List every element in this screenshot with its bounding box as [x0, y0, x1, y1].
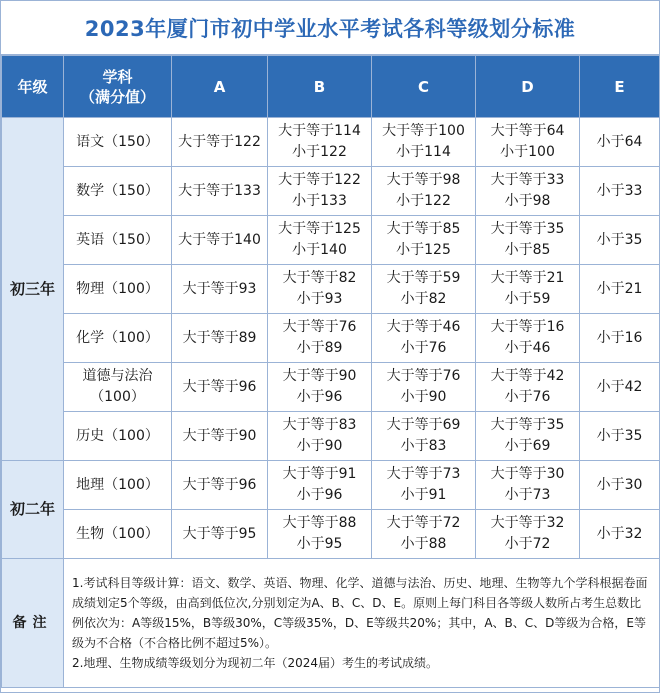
note-line-1: 1.考试科目等级计算：语文、数学、英语、物理、化学、道德与法治、历史、地理、生物等九个学科根据卷面成绩划定5个等级，由高到低位次,分别划定为A、B、C、D、E。原则上每门科目各等级人数所占考生总数比例依次为：A等级15%，B等级30%，C等级35%，D、E等级共20%；其中，A、B、C、D等级为合格，E等级为不合格（不合格比例不超过5%）。 [72, 576, 648, 650]
subject-cell: 英语（150） [64, 216, 172, 265]
level-b-lower: 大于等于91 [282, 466, 357, 482]
level-c-cell [372, 461, 476, 510]
level-d-upper: 小于69 [504, 438, 551, 454]
level-b-cell [268, 167, 372, 216]
notes-row [2, 559, 660, 688]
level-e-cell: 小于21 [580, 265, 660, 314]
header-level-e: E [580, 56, 660, 118]
level-b-upper: 小于93 [296, 291, 343, 307]
level-d-upper: 小于76 [504, 389, 551, 405]
level-c-lower: 大于等于69 [386, 417, 461, 433]
header-subject [64, 56, 172, 118]
level-c-lower: 大于等于76 [386, 368, 461, 384]
level-d-lower: 大于等于35 [490, 221, 565, 237]
level-c-lower: 大于等于72 [386, 515, 461, 531]
level-c-upper: 小于82 [400, 291, 447, 307]
note-line-2: 2.地理、生物成绩等级划分为现初二年（2024届）考生的考试成绩。 [72, 656, 438, 670]
level-e-cell: 小于30 [580, 461, 660, 510]
subject-cell: 地理（100） [64, 461, 172, 510]
level-d-lower: 大于等于32 [490, 515, 565, 531]
level-b-upper: 小于122 [292, 144, 347, 160]
level-d-lower: 大于等于64 [490, 123, 565, 139]
subject-cell: 历史（100） [64, 412, 172, 461]
level-c-upper: 小于88 [400, 536, 447, 552]
level-c-cell [372, 412, 476, 461]
header-level-d: D [476, 56, 580, 118]
level-d-lower: 大于等于21 [490, 270, 565, 286]
level-e-cell: 小于64 [580, 118, 660, 167]
level-d-upper: 小于72 [504, 536, 551, 552]
level-d-lower: 大于等于30 [490, 466, 565, 482]
subject-cell: 生物（100） [64, 510, 172, 559]
level-c-lower: 大于等于73 [386, 466, 461, 482]
level-b-cell [268, 314, 372, 363]
level-b-cell [268, 363, 372, 412]
level-b-lower: 大于等于125 [278, 221, 361, 237]
level-c-cell [372, 118, 476, 167]
level-d-lower: 大于等于16 [490, 319, 565, 335]
table-row [2, 314, 660, 363]
header-row [2, 56, 660, 118]
table-row [2, 510, 660, 559]
grade-standards-table [1, 55, 660, 688]
table-row [2, 167, 660, 216]
level-a-cell: 大于等于96 [172, 363, 268, 412]
level-e-cell: 小于35 [580, 216, 660, 265]
level-b-upper: 小于96 [296, 487, 343, 503]
header-level-b: B [268, 56, 372, 118]
level-b-lower: 大于等于122 [278, 172, 361, 188]
level-d-cell [476, 167, 580, 216]
level-d-upper: 小于59 [504, 291, 551, 307]
level-b-lower: 大于等于88 [282, 515, 357, 531]
level-b-upper: 小于90 [296, 438, 343, 454]
table-row [2, 412, 660, 461]
level-b-cell [268, 510, 372, 559]
subject-name: 道德与法治 [82, 368, 153, 384]
level-d-cell [476, 412, 580, 461]
level-e-cell: 小于32 [580, 510, 660, 559]
level-c-cell [372, 216, 476, 265]
level-c-upper: 小于91 [400, 487, 447, 503]
grade-group-label: 初二年 [2, 461, 64, 559]
level-c-upper: 小于83 [400, 438, 447, 454]
level-b-cell [268, 118, 372, 167]
level-b-lower: 大于等于83 [282, 417, 357, 433]
table-row [2, 118, 660, 167]
level-a-cell: 大于等于96 [172, 461, 268, 510]
level-c-upper: 小于76 [400, 340, 447, 356]
level-a-cell: 大于等于90 [172, 412, 268, 461]
level-d-cell [476, 265, 580, 314]
header-subject-line2: （满分值） [79, 87, 155, 106]
subject-cell [64, 363, 172, 412]
level-c-cell [372, 265, 476, 314]
notes-label: 备注 [2, 559, 64, 688]
table-row [2, 363, 660, 412]
level-b-upper: 小于89 [296, 340, 343, 356]
level-c-lower: 大于等于46 [386, 319, 461, 335]
level-b-upper: 小于133 [292, 193, 347, 209]
level-d-cell [476, 216, 580, 265]
grade-group-label: 初三年 [2, 118, 64, 461]
subject-cell: 化学（100） [64, 314, 172, 363]
level-c-cell [372, 510, 476, 559]
level-a-cell: 大于等于93 [172, 265, 268, 314]
level-c-upper: 小于125 [396, 242, 451, 258]
subject-cell: 物理（100） [64, 265, 172, 314]
level-b-cell [268, 412, 372, 461]
level-d-cell [476, 314, 580, 363]
table-row [2, 265, 660, 314]
table-row [2, 216, 660, 265]
level-a-cell: 大于等于133 [172, 167, 268, 216]
level-d-lower: 大于等于35 [490, 417, 565, 433]
header-level-c: C [372, 56, 476, 118]
level-d-upper: 小于98 [504, 193, 551, 209]
level-e-cell: 小于35 [580, 412, 660, 461]
level-b-upper: 小于140 [292, 242, 347, 258]
level-c-cell [372, 167, 476, 216]
level-b-lower: 大于等于114 [278, 123, 361, 139]
level-d-lower: 大于等于42 [490, 368, 565, 384]
level-c-upper: 小于114 [396, 144, 451, 160]
level-d-upper: 小于100 [500, 144, 555, 160]
subject-cell: 数学（150） [64, 167, 172, 216]
level-c-cell [372, 363, 476, 412]
level-e-cell: 小于16 [580, 314, 660, 363]
level-b-cell [268, 265, 372, 314]
subject-cell: 语文（150） [64, 118, 172, 167]
header-grade: 年级 [2, 56, 64, 118]
level-c-lower: 大于等于100 [382, 123, 465, 139]
level-d-upper: 小于85 [504, 242, 551, 258]
level-d-cell [476, 118, 580, 167]
level-c-cell [372, 314, 476, 363]
level-b-lower: 大于等于76 [282, 319, 357, 335]
level-b-upper: 小于96 [296, 389, 343, 405]
level-d-cell [476, 510, 580, 559]
level-d-cell [476, 461, 580, 510]
level-a-cell: 大于等于140 [172, 216, 268, 265]
level-c-upper: 小于90 [400, 389, 447, 405]
level-b-cell [268, 216, 372, 265]
table-row [2, 461, 660, 510]
level-b-upper: 小于95 [296, 536, 343, 552]
level-c-upper: 小于122 [396, 193, 451, 209]
level-d-upper: 小于73 [504, 487, 551, 503]
level-d-upper: 小于46 [504, 340, 551, 356]
header-subject-line1: 学科 [102, 67, 133, 86]
level-c-lower: 大于等于59 [386, 270, 461, 286]
level-d-lower: 大于等于33 [490, 172, 565, 188]
level-d-cell [476, 363, 580, 412]
level-c-lower: 大于等于98 [386, 172, 461, 188]
header-level-a: A [172, 56, 268, 118]
level-b-lower: 大于等于82 [282, 270, 357, 286]
level-a-cell: 大于等于95 [172, 510, 268, 559]
level-e-cell: 小于42 [580, 363, 660, 412]
notes-content [64, 559, 660, 688]
level-b-cell [268, 461, 372, 510]
level-e-cell: 小于33 [580, 167, 660, 216]
level-c-lower: 大于等于85 [386, 221, 461, 237]
page-title: 2023年厦门市初中学业水平考试各科等级划分标准 [1, 1, 659, 55]
level-a-cell: 大于等于89 [172, 314, 268, 363]
level-a-cell: 大于等于122 [172, 118, 268, 167]
level-b-lower: 大于等于90 [282, 368, 357, 384]
subject-full-score: （100） [90, 389, 145, 405]
